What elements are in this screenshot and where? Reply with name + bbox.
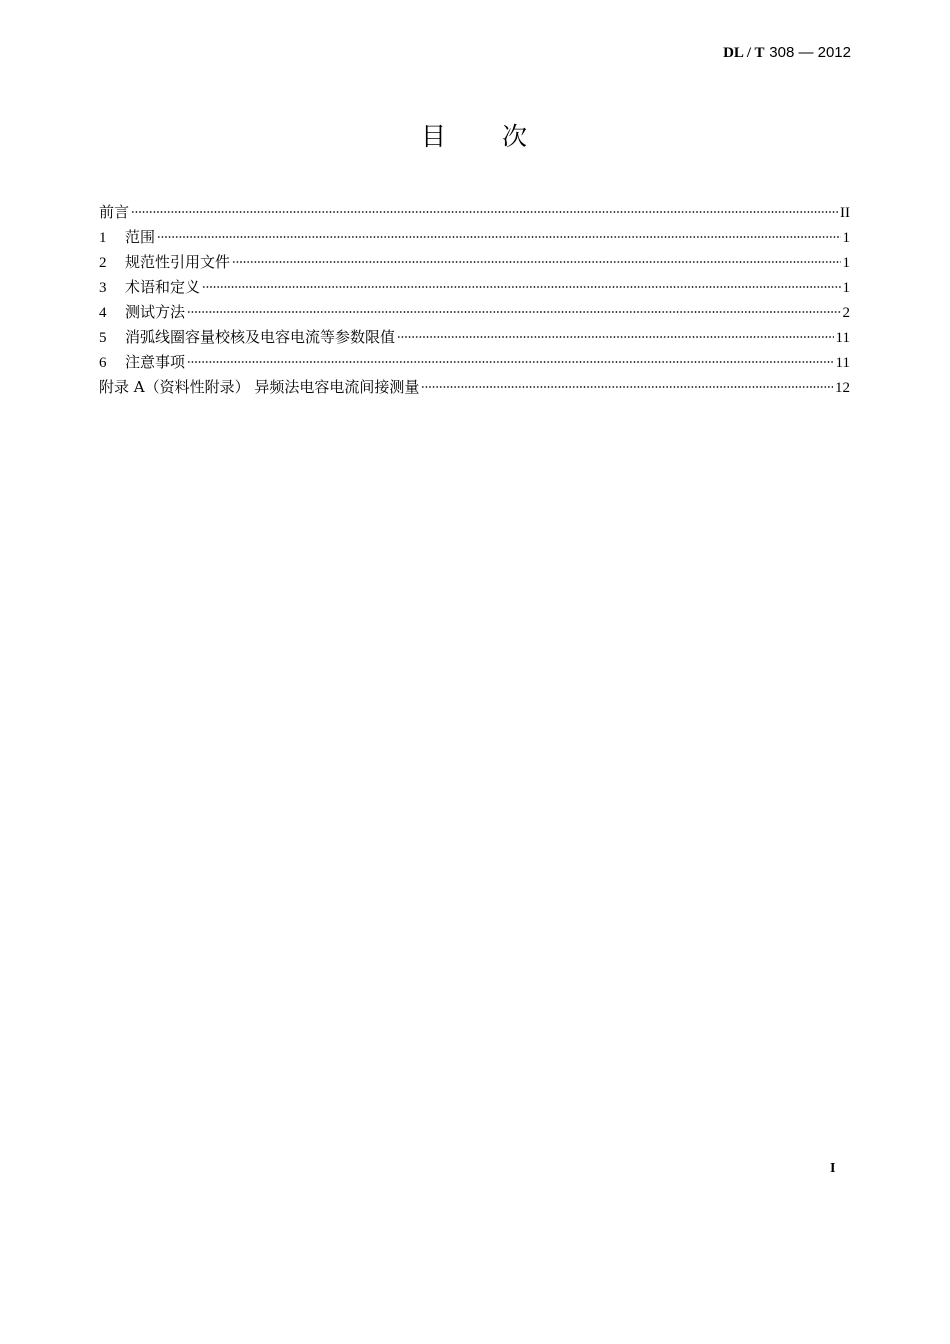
- toc-entry-6[interactable]: [99, 350, 850, 375]
- toc-leader-dots: [187, 361, 834, 363]
- toc-entry-page: 11: [835, 355, 850, 371]
- toc-entry-label: 前言: [99, 203, 130, 221]
- toc-entry-label: 附录 A（资料性附录） 异频法电容电流间接测量: [99, 378, 420, 396]
- toc-entry-label: 范围: [125, 228, 156, 246]
- toc-leader-dots: [202, 286, 840, 288]
- toc-entry-4[interactable]: [99, 300, 850, 325]
- toc-entry-page: 1: [842, 255, 850, 271]
- toc-leader-dots: [421, 386, 833, 388]
- standard-prefix: DL / T: [723, 45, 765, 61]
- table-of-contents: [99, 200, 850, 400]
- document-code: [723, 42, 851, 63]
- toc-entry-3[interactable]: [99, 275, 850, 300]
- toc-entry-label: 术语和定义: [125, 278, 201, 296]
- toc-entry-foreword[interactable]: [99, 200, 850, 225]
- toc-entry-number: 5: [99, 330, 107, 346]
- toc-entry-appendix-a[interactable]: [99, 375, 850, 400]
- toc-entry-label: 规范性引用文件: [125, 253, 231, 271]
- standard-number: 308 — 2012: [769, 44, 851, 61]
- toc-entry-page: 12: [835, 380, 850, 396]
- toc-leader-dots: [187, 311, 840, 313]
- toc-entry-number: 2: [99, 255, 107, 271]
- page-number: I: [830, 1161, 836, 1176]
- toc-entry-number: 3: [99, 280, 107, 296]
- toc-title: 目 次: [420, 122, 529, 151]
- toc-entry-page: 1: [842, 230, 850, 246]
- toc-leader-dots: [157, 236, 840, 238]
- toc-leader-dots: [397, 336, 834, 338]
- toc-entry-number: 1: [99, 230, 107, 246]
- toc-entry-page: 11: [835, 330, 850, 346]
- toc-entry-5[interactable]: [99, 325, 850, 350]
- toc-entry-page: 1: [842, 280, 850, 296]
- toc-entry-number: 4: [99, 305, 107, 321]
- toc-entry-1[interactable]: [99, 225, 850, 250]
- toc-entry-2[interactable]: [99, 250, 850, 275]
- toc-entry-number: 6: [99, 355, 107, 371]
- toc-leader-dots: [131, 211, 838, 213]
- toc-entry-label: 测试方法: [125, 303, 186, 321]
- toc-entry-page: II: [840, 205, 850, 221]
- toc-entry-page: 2: [842, 305, 850, 321]
- toc-entry-label: 注意事项: [125, 353, 186, 371]
- toc-entry-label: 消弧线圈容量校核及电容电流等参数限值: [125, 328, 396, 346]
- toc-leader-dots: [232, 261, 840, 263]
